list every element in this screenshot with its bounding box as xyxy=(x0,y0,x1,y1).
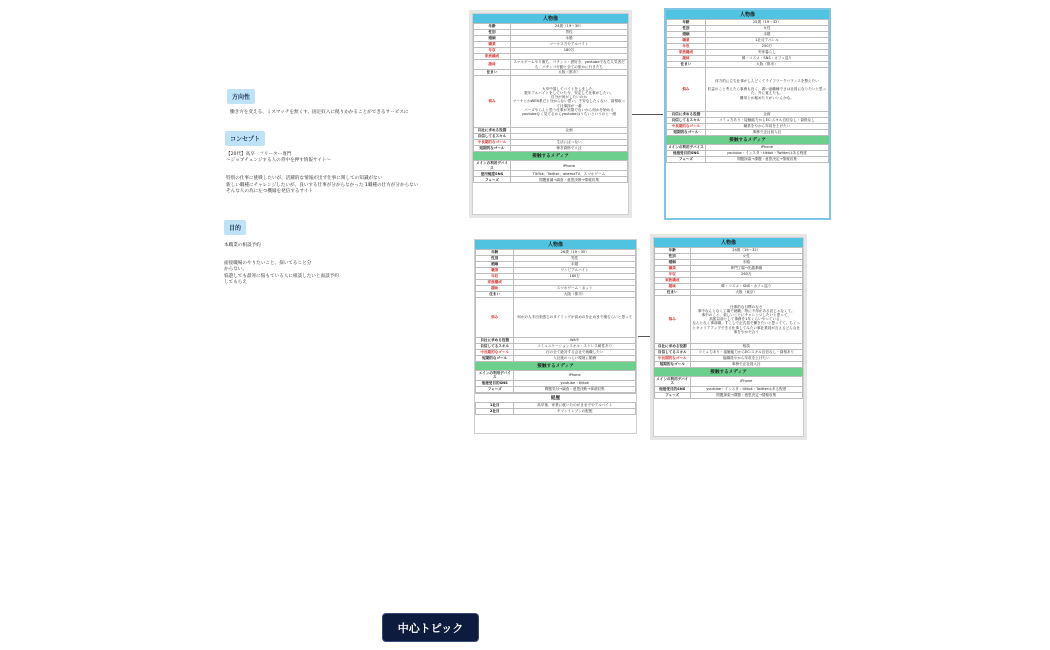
connector-top xyxy=(631,114,663,115)
row-label: 自信してるスキル xyxy=(655,349,691,355)
row-label: 住まい xyxy=(655,289,691,295)
row-label: フェーズ xyxy=(476,386,514,392)
media-title: 接触するメディア xyxy=(475,362,636,370)
table-row xyxy=(476,297,636,337)
table-row xyxy=(476,355,636,361)
row-value: 高卒後、家業に就いたのがきまでやアルバイト xyxy=(514,402,636,408)
row-value: 180万 xyxy=(510,47,627,53)
row-label: 他接受目的SNS xyxy=(476,381,514,387)
persona-table xyxy=(654,247,803,368)
goal-line: 本職業の相談予約 xyxy=(224,243,261,248)
row-label: 住まい xyxy=(476,291,514,297)
row-value: 1社目アパレル xyxy=(705,37,828,43)
persona-title: 人物像 xyxy=(473,14,628,23)
persona-table xyxy=(473,160,628,183)
row-label: 趣味 xyxy=(655,283,691,289)
row-value: youtube・インスタ・tiktok・Twitterはある程度 xyxy=(705,150,828,156)
persona-table xyxy=(666,19,829,136)
table-row xyxy=(655,295,803,343)
row-label: 2社目 xyxy=(476,408,514,414)
row-label: 悩み xyxy=(667,67,706,111)
table-row xyxy=(474,76,628,128)
persona-card-4[interactable] xyxy=(653,237,804,437)
tag-concept[interactable]: コンセプト xyxy=(225,131,265,146)
row-value: 事務で正社員入社 xyxy=(705,129,828,135)
concept-line: 特別の仕事に挑戦したいが、活躍的な情報が出ず仕事に関しての知識がない xyxy=(226,176,383,182)
table-row xyxy=(667,117,829,123)
concept-line: そんな人の為に左つ機縁を発信するサイト xyxy=(226,188,313,194)
goal-text xyxy=(224,243,339,286)
row-value: ヤマンイレブンの配配 xyxy=(514,408,636,414)
row-value: 体力的に立ち仕事がしんどくてライフワークバランスを整えたい 収益のこと考えたら事務も良く、書い途職種でさは社員になりたいと思った。外に覚えたも。 難易とか秘めたりがいいんかな。 xyxy=(705,67,828,111)
row-label: 住まい xyxy=(667,61,706,67)
table-row xyxy=(476,408,636,414)
row-value: 未婚 xyxy=(690,259,802,265)
row-value: 企画 xyxy=(510,128,627,134)
row-value: 大阪（都市） xyxy=(514,291,636,297)
row-value: 180万 xyxy=(514,273,636,279)
row-value: マーケス方やアルバイト xyxy=(510,41,627,47)
table-row xyxy=(476,386,636,392)
row-value: 企画 xyxy=(705,111,828,117)
row-value: youtube・インスタ・tiktok・Twitterはある程度 xyxy=(690,387,802,393)
row-label: 中長期的なゴール xyxy=(667,123,706,129)
row-value: iPhone xyxy=(690,376,802,386)
persona-title: 人物像 xyxy=(654,238,803,247)
table-row xyxy=(476,402,636,408)
row-value: 未婚 xyxy=(514,261,636,267)
persona-table xyxy=(475,249,636,362)
table-row xyxy=(474,161,628,171)
persona-table xyxy=(475,402,636,415)
persona-table xyxy=(666,144,829,163)
row-label: 悩み xyxy=(476,297,514,337)
persona-title: 人物像 xyxy=(475,240,636,249)
row-label: 婚姻 xyxy=(474,35,511,41)
persona-table xyxy=(475,370,636,393)
row-value: 男性 xyxy=(514,255,636,261)
row-label: 中長期的なゴール xyxy=(474,140,511,146)
tag-goal[interactable]: 目的 xyxy=(224,220,246,235)
row-label: メインの利用デバイス xyxy=(656,377,689,386)
row-label: 住まい xyxy=(474,70,511,76)
table-row xyxy=(655,361,803,367)
row-label: 趣味 xyxy=(474,59,511,69)
row-label: メインの利用デバイス xyxy=(476,370,514,380)
row-value: 未婚 xyxy=(705,31,828,37)
concept-text xyxy=(226,152,418,195)
row-value: コミュ力あり・接触能力からEC:スキル自信なし・資格なし xyxy=(705,117,828,123)
row-label: 短期的なゴール xyxy=(655,361,691,367)
row-value: 250万 xyxy=(705,43,828,49)
row-value: コミュニケーションスキル・ストレス耐性あり xyxy=(514,343,636,349)
row-label: 年収 xyxy=(655,271,691,277)
row-label: 年収 xyxy=(476,273,514,279)
row-label: メインの利用デバイス xyxy=(668,145,704,150)
row-label: 年収 xyxy=(667,43,706,49)
table-row xyxy=(655,376,803,386)
row-label: 家族構成 xyxy=(474,53,511,59)
row-label: 他接受目的SNS xyxy=(667,150,706,156)
media-title: 接触するメディア xyxy=(666,136,829,144)
row-value: iPhone xyxy=(705,144,828,150)
persona-table xyxy=(654,376,803,399)
row-value: 男性 xyxy=(510,29,627,35)
row-label: フェーズ xyxy=(474,177,511,183)
row-value: youtube・tiktok xyxy=(514,381,636,387)
table-row xyxy=(655,387,803,393)
row-label: 自社に求める役割 xyxy=(474,128,511,134)
row-value: 行の全て絶対する会社で就職したい xyxy=(514,349,636,355)
row-label: 短期的なゴール xyxy=(476,355,514,361)
row-label: フェーズ xyxy=(667,156,706,162)
media-title: 接触するメディア xyxy=(473,152,628,160)
row-label: 年齢 xyxy=(476,250,514,256)
row-label: 性別 xyxy=(655,253,691,259)
row-value: 生活にばっない xyxy=(510,140,627,146)
table-row xyxy=(476,343,636,349)
table-row xyxy=(655,349,803,355)
row-value: コミュ力あり・接触能力からEC:スキル自信なし・資格あり xyxy=(690,349,802,355)
table-row xyxy=(474,171,628,177)
row-label: 年齢 xyxy=(655,248,691,254)
table-row xyxy=(667,129,829,135)
row-label: 自社に求める役割 xyxy=(655,343,691,349)
row-label: 他接受目的SNS xyxy=(655,387,691,393)
goal-line: からない、 xyxy=(224,267,247,273)
row-value: 実家暮らし xyxy=(705,49,828,55)
row-label: 中長期的なゴール xyxy=(476,349,514,355)
row-value: 問題探索→課題・意思決定→情報収集 xyxy=(690,392,802,398)
row-value: 稼ぎ資格で入社 xyxy=(510,146,627,152)
row-value: iPhone xyxy=(514,370,636,380)
row-label: 家族構成 xyxy=(655,277,691,283)
table-row xyxy=(474,177,628,183)
row-label: 中長期的なゴール xyxy=(655,355,691,361)
row-label: 悩み xyxy=(655,295,691,343)
row-value: 26歳（19～35） xyxy=(514,250,636,256)
row-value: WA中 xyxy=(514,337,636,343)
row-label: フェーズ xyxy=(655,392,691,398)
career-title: 経歴 xyxy=(475,393,636,402)
row-label: 家族構成 xyxy=(667,49,706,55)
row-value: 260万 xyxy=(690,271,802,277)
row-value: スマホゲーム・ネット xyxy=(514,285,636,291)
persona-card-2[interactable] xyxy=(664,8,831,220)
row-value: 能職員やから年収を上げたい xyxy=(690,355,802,361)
concept-line: 新しい職種にチャレンジしたいが、良いする仕事が分からなかった 1職種の仕方が分からない xyxy=(226,182,419,188)
row-label: 自信してるスキル xyxy=(474,134,511,140)
row-label: 年収 xyxy=(474,47,511,53)
row-value: 24歳（19～32） xyxy=(690,248,802,254)
table-row xyxy=(476,370,636,380)
row-value: 女性 xyxy=(705,25,828,31)
row-label: 自信してるスキル xyxy=(476,343,514,349)
row-label: 悩み xyxy=(474,76,511,128)
persona-table xyxy=(473,23,628,152)
row-value: 事務で正社員入社 xyxy=(690,361,802,367)
policy-text: 働き方を変える、ミスマッチを無くす、固定収入に拠りかかることができるサービスに xyxy=(230,110,409,115)
table-row xyxy=(667,67,829,111)
row-label: 職業 xyxy=(476,267,514,273)
row-value: TikTok、Twitter、abemaTV、スマホゲーム xyxy=(510,171,627,177)
row-label: 自社に求める役割 xyxy=(476,337,514,343)
row-value: 何かの人手出来感じのタイミングが高めのを止めまで積ちらいと思って xyxy=(514,297,636,337)
persona-card-1[interactable] xyxy=(472,13,629,215)
row-value: 24歳（19～30） xyxy=(510,24,627,30)
row-label: 婚姻 xyxy=(667,31,706,37)
row-label: 趣味 xyxy=(667,55,706,61)
row-label: 短期的なゴール xyxy=(667,129,706,135)
row-value: 大阪（都市） xyxy=(705,61,828,67)
row-value: 問題探索→課題・意思決定→情報収集 xyxy=(705,156,828,162)
media-title: 接触するメディア xyxy=(654,368,803,376)
table-row xyxy=(667,150,829,156)
center-topic[interactable]: 中心トピック xyxy=(383,614,478,641)
row-label: 職業 xyxy=(667,37,706,43)
concept-line: ～ジョブチェンジする人の背中を押す情報サイト～ xyxy=(226,158,331,164)
row-value: 入社後のつらい環境に勤務 xyxy=(514,355,636,361)
row-value: 問題意識→調査・意思決断→情報収集 xyxy=(510,177,627,183)
row-label: 使用頻度SNS xyxy=(474,171,511,177)
row-label: 短期的なゴール xyxy=(474,146,511,152)
row-label: 趣味 xyxy=(476,285,514,291)
row-value: 職業をやから年収を上げたい xyxy=(705,123,828,129)
row-value: 25歳（19～32） xyxy=(705,20,828,26)
persona-title: 人物像 xyxy=(666,10,829,19)
row-label: 自信に求める役割 xyxy=(667,111,706,117)
persona-card-3[interactable] xyxy=(474,239,637,434)
row-label: 性別 xyxy=(474,29,511,35)
table-row xyxy=(655,392,803,398)
row-value: 韓・コスメ・SNS・カフェ巡り xyxy=(690,283,802,289)
goal-line: してもらえ xyxy=(224,279,247,285)
row-label: 自信してるスキル xyxy=(667,117,706,123)
row-label: 年齢 xyxy=(667,20,706,26)
table-row xyxy=(667,156,829,162)
row-label: 婚姻 xyxy=(655,259,691,265)
row-label: 性別 xyxy=(476,255,514,261)
row-label: 職業 xyxy=(474,41,511,47)
row-value: 大卒中退してバイトをしました。 数年アルバイトをしていた今、安定して仕事がしたい。 自分が何がしたいのか マーケとかWEB系だと分からない思い。不安なしたくない、資格取って仕事探が一番 バーズやらんと思う仕事が実情でないから何かを始める youtubeなく見てるからyoutubeはうちいというのと一緒 xyxy=(510,76,627,128)
row-label: 職業 xyxy=(655,265,691,271)
table-row xyxy=(474,146,628,152)
row-value: 仕事的な目標のなさ 事中なんとなく工場で就職、特に不得がある訳じゃなくて。 事中のこと、楽しいことにチャレンジしたいと思って、 高振以前として事務を1年くらいやっている、 なんとなく事前職、すこしで正式員で働きたいと思ってて。ちょっとキャリアアップできる仕事してみたい事社業員が言えるどんな仕事をやかで合う xyxy=(690,295,802,343)
row-value: 大阪（東京） xyxy=(690,289,802,295)
row-value: スマホゲームやり飯ち、パチンコ・酒好き、youtubeでなち人気者だち、パチンコ行動と全ての旅かに行きたち xyxy=(510,59,627,69)
row-value: 専門工場→先端系職 xyxy=(690,265,802,271)
row-value: ワンピアルバイト xyxy=(514,267,636,273)
row-value: 女性 xyxy=(690,253,802,259)
connector-bottom xyxy=(638,336,652,337)
tag-policy[interactable]: 方向性 xyxy=(227,89,255,104)
table-row xyxy=(474,59,628,69)
row-label: 年齢 xyxy=(474,24,511,30)
row-label: 1社目 xyxy=(476,402,514,408)
row-value: 未婚 xyxy=(510,35,627,41)
goal-line: 悩遊しても最寄に悩もている人に相談したいと面談予約 xyxy=(224,273,339,279)
row-value: 韓・コスメ・SNS・カフェ巡り xyxy=(705,55,828,61)
row-label: 性別 xyxy=(667,25,706,31)
row-label: 家族構成 xyxy=(476,279,514,285)
row-value: iPhone xyxy=(510,161,627,171)
row-label: メインの利用デバイス xyxy=(474,161,511,171)
row-value: 大阪（都市） xyxy=(510,70,627,76)
concept-line: 【20代】高卒 フリーター専門 xyxy=(226,152,292,157)
goal-line: 面接職場のやりたいこと、探いてること分 xyxy=(224,261,312,267)
row-label: 婚姻 xyxy=(476,261,514,267)
row-value: 問題気付→調査・意思決断→事項収集 xyxy=(514,386,636,392)
row-value: 相談 xyxy=(690,343,802,349)
